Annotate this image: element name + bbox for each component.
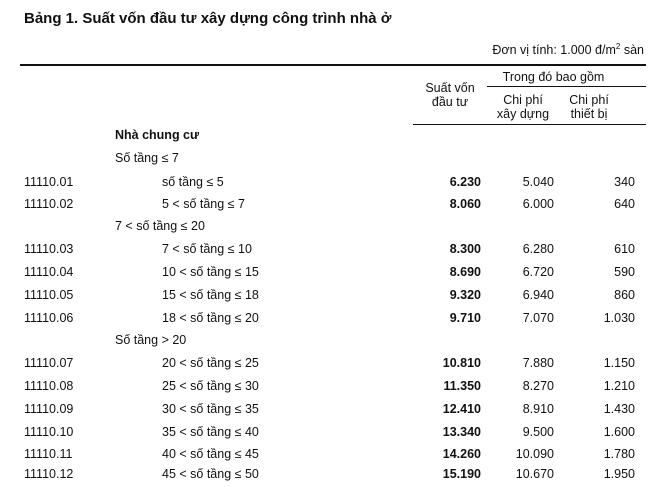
row-build: 8.910 xyxy=(522,402,554,416)
row-code: 11110.08 xyxy=(24,379,74,393)
row-equip: 1.780 xyxy=(603,447,635,461)
row-label: 7 < số tầng ≤ 10 xyxy=(162,242,252,256)
row-label: 15 < số tầng ≤ 18 xyxy=(162,288,259,302)
row-label: 20 < số tầng ≤ 25 xyxy=(162,356,259,370)
table-title: Bảng 1. Suất vốn đầu tư xây dựng công trình nhà ở xyxy=(24,10,392,27)
table-row xyxy=(0,402,670,422)
row-equip: 1.430 xyxy=(603,402,635,416)
row-total: 8.690 xyxy=(449,265,481,279)
row-code: 11110.01 xyxy=(24,175,74,189)
row-label: số tầng ≤ 5 xyxy=(162,175,224,189)
table-row xyxy=(0,265,670,285)
row-equip: 610 xyxy=(614,242,635,256)
table-row xyxy=(0,356,670,376)
header-build-cost xyxy=(490,93,556,121)
row-build: 6.000 xyxy=(522,197,554,211)
row-total: 12.410 xyxy=(442,402,481,416)
row-code: 11110.05 xyxy=(24,288,74,302)
unit-superscript: 2 xyxy=(615,42,621,51)
header-build-line2: xây dựng xyxy=(496,107,550,121)
table-row xyxy=(0,311,670,331)
row-label: 10 < số tầng ≤ 15 xyxy=(162,265,259,279)
top-rule xyxy=(20,64,646,66)
row-total: 10.810 xyxy=(442,356,481,370)
group-heading-floors-7-20: 7 < số tầng ≤ 20 xyxy=(115,219,205,233)
row-build: 10.090 xyxy=(515,447,554,461)
header-equip-cost xyxy=(558,93,620,121)
row-total: 8.300 xyxy=(449,242,481,256)
table-row xyxy=(0,197,670,217)
row-label: 40 < số tầng ≤ 45 xyxy=(162,447,259,461)
table-row xyxy=(0,175,670,195)
table-row xyxy=(0,242,670,262)
group-heading-apartment: Nhà chung cư xyxy=(115,128,200,142)
row-equip: 1.600 xyxy=(603,425,635,439)
row-build: 6.720 xyxy=(522,265,554,279)
row-label: 30 < số tầng ≤ 35 xyxy=(162,402,259,416)
row-code: 11110.12 xyxy=(24,467,74,481)
row-build: 9.500 xyxy=(522,425,554,439)
row-total: 8.060 xyxy=(449,197,481,211)
row-build: 7.070 xyxy=(522,311,554,325)
table-row xyxy=(0,467,670,487)
row-total: 15.190 xyxy=(442,467,481,481)
row-total: 6.230 xyxy=(449,175,481,189)
row-code: 11110.03 xyxy=(24,242,74,256)
row-equip: 1.030 xyxy=(603,311,635,325)
row-build: 5.040 xyxy=(522,175,554,189)
header-equip-line1: Chi phí xyxy=(569,93,609,107)
row-equip: 340 xyxy=(614,175,635,189)
row-code: 11110.06 xyxy=(24,311,74,325)
subgroup-rule xyxy=(487,86,646,87)
header-equip-line2: thiết bị xyxy=(570,107,608,121)
row-build: 7.880 xyxy=(522,356,554,370)
row-total: 11.350 xyxy=(443,379,481,393)
header-build-line1: Chi phí xyxy=(503,93,543,107)
row-code: 11110.11 xyxy=(24,447,73,461)
row-equip: 1.150 xyxy=(603,356,635,370)
row-build: 6.280 xyxy=(522,242,554,256)
unit-note xyxy=(492,42,644,57)
row-label: 5 < số tầng ≤ 7 xyxy=(162,197,245,211)
group-heading-floors-le-7: Số tầng ≤ 7 xyxy=(115,151,179,165)
row-code: 11110.09 xyxy=(24,402,74,416)
row-total: 14.260 xyxy=(442,447,481,461)
row-label: 18 < số tầng ≤ 20 xyxy=(162,311,259,325)
unit-prefix: Đơn vị tính: 1.000 đ/m xyxy=(492,43,616,58)
header-group: Trong đó bao gồm xyxy=(502,70,605,84)
row-code: 11110.10 xyxy=(24,425,74,439)
row-equip: 1.950 xyxy=(603,467,635,481)
row-equip: 860 xyxy=(614,288,635,302)
table-row xyxy=(0,447,670,467)
row-code: 11110.07 xyxy=(24,356,74,370)
row-equip: 640 xyxy=(614,197,635,211)
group-heading-floors-gt-20: Số tầng > 20 xyxy=(115,333,187,347)
header-total-cost xyxy=(413,81,487,109)
unit-suffix: sàn xyxy=(620,43,644,58)
table-row xyxy=(0,425,670,445)
row-label: 45 < số tầng ≤ 50 xyxy=(162,467,259,481)
row-total: 13.340 xyxy=(442,425,481,439)
row-code: 11110.02 xyxy=(24,197,74,211)
row-equip: 590 xyxy=(614,265,635,279)
table-row xyxy=(0,288,670,308)
header-total-line2: đầu tư xyxy=(431,95,469,109)
row-label: 35 < số tầng ≤ 40 xyxy=(162,425,259,439)
row-build: 10.670 xyxy=(515,467,554,481)
row-total: 9.320 xyxy=(449,288,481,302)
header-bottom-rule xyxy=(413,124,646,125)
row-code: 11110.04 xyxy=(24,265,74,279)
table-row xyxy=(0,379,670,399)
header-total-line1: Suất vốn xyxy=(425,81,475,95)
row-build: 6.940 xyxy=(522,288,554,302)
row-label: 25 < số tầng ≤ 30 xyxy=(162,379,259,393)
row-build: 8.270 xyxy=(522,379,554,393)
row-equip: 1.210 xyxy=(603,379,635,393)
row-total: 9.710 xyxy=(449,311,481,325)
